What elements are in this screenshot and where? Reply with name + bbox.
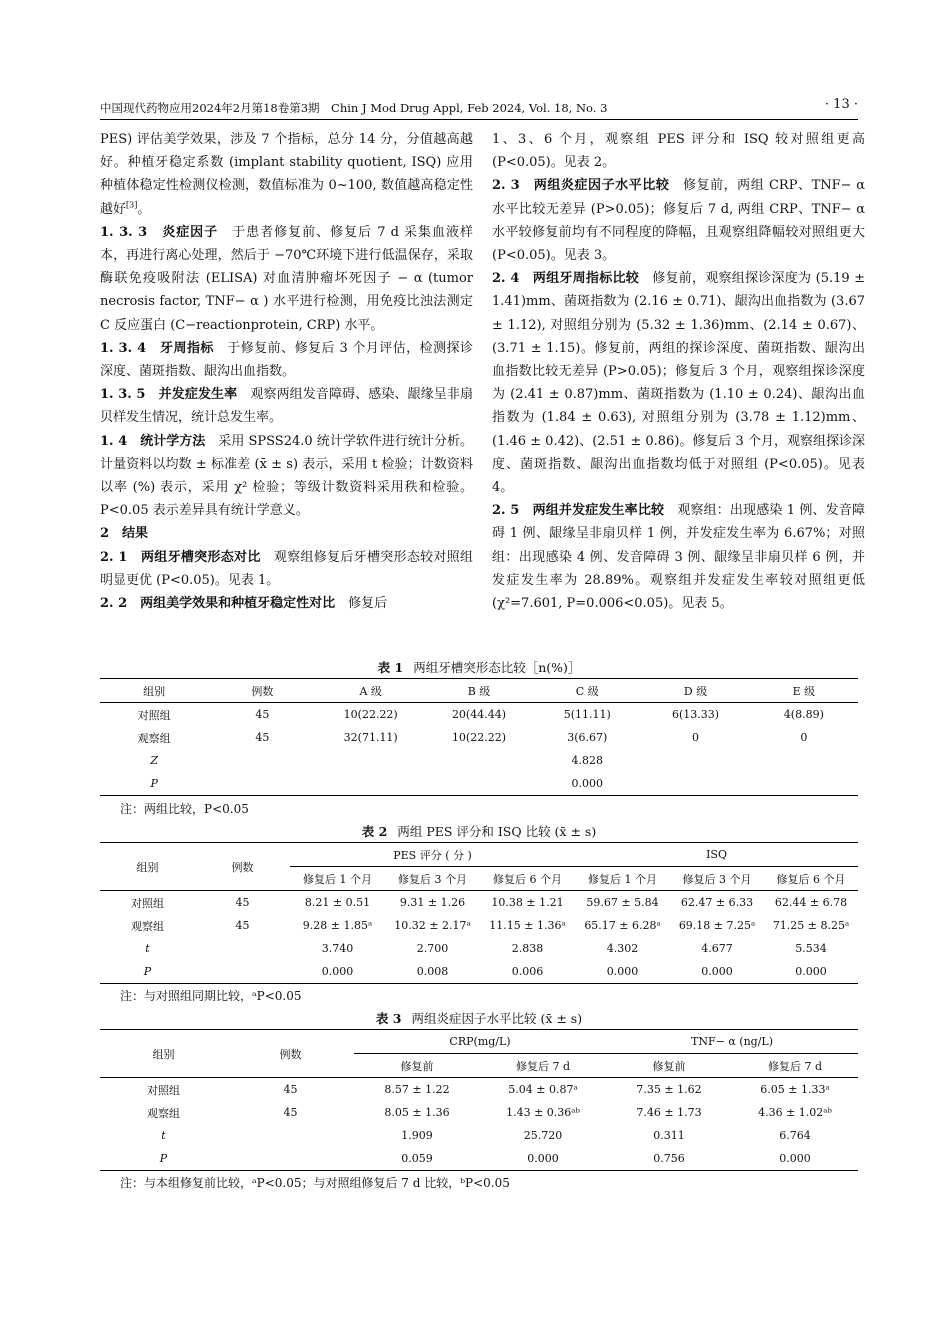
table-subheader: 修复后 1 个月 — [290, 867, 385, 891]
table-subheader: 修复前 — [354, 1054, 480, 1078]
table-header: D 级 — [641, 679, 749, 703]
table-header: A 级 — [317, 679, 425, 703]
reference-mark: [3] — [126, 200, 138, 210]
section-heading: 1. 4 统计学方法 — [100, 433, 206, 449]
table-header: 组别 — [100, 1030, 227, 1078]
table3-note: 注：与本组修复前比较，ᵃP<0.05；与对照组修复后 7 d 比较，ᵇP<0.05 — [120, 1176, 510, 1190]
table1-caption — [100, 658, 858, 676]
table-row: P 0.059 0.000 0.756 0.000 — [100, 1147, 858, 1171]
paragraph-pes-isq: PES) 评估美学效果，涉及 7 个指标，总分 14 分，分值越高越好。种植牙稳定系数 (implant stability quotient, ISQ) 应用种植体稳定性检测仪检测，数值标准为 0~100, 数值越高稳定性越好[3]。 — [100, 132, 473, 217]
section-heading: 2. 3 两组炎症因子水平比较 — [492, 178, 670, 194]
section-heading: 1. 3. 3 炎症因子 — [100, 224, 219, 240]
table-header: C 级 — [533, 679, 641, 703]
page-number: · 13 · — [824, 97, 858, 112]
table-title: 两组牙槽突形态比较［n(%)］ — [413, 660, 581, 675]
section-2-4: 2. 4 两组牙周指标比较 修复前，观察组探诊深度为 (5.19 ± 1.41)mm、菌斑指数为 (2.16 ± 0.71)、龈沟出血指数为 (3.67 ± 1.12), 对照组分别为 (5.32 ± 1.36)mm、(2.14 ± 0.67)、(3.71 ± 1.15)。修复前，两组的探诊深度、菌斑指数、龈沟出血指数比较无差异 (P>0.05)；修复后 3 个月，观察组探诊深度为 (2.41 ± 0.87)mm、菌斑指数为 (1.10 ± 0.24)、龈沟出血指数为 (1.84 ± 0.63), 对照组分别为 (3.78 ± 1.12)mm、(1.46 ± 0.42)、(2.51 ± 0.86)。修复后 3 个月，观察组探诊深度、菌斑指数、龈沟出血指数均低于对照组 (P<0.05)。见表 4。 — [492, 271, 865, 496]
section-heading: 1. 3. 5 并发症发生率 — [100, 387, 238, 403]
table-row: P 0.000 0.008 0.006 0.000 0.000 0.000 — [100, 960, 858, 984]
table-row: Z 4.828 — [150, 754, 604, 767]
table-header: 组别 — [100, 843, 195, 891]
section-heading: 2. 5 两组并发症发生率比较 — [492, 503, 665, 519]
section-2-1: 2. 1 两组牙槽突形态对比 观察组修复后牙槽突形态较对照组明显更优 (P<0.05)。见表 1。 — [100, 549, 473, 588]
section-2-3: 2. 3 两组炎症因子水平比较 修复前，两组 CRP、TNF− α 水平比较无差异 (P>0.05)；修复后 7 d, 两组 CRP、TNF− α 水平较修复前均有不同程度的降幅，且观察组降幅较对照组更大 (P<0.05)。见表 3。 — [492, 178, 865, 264]
table-row: 观察组 45 32(71.11) 10(22.22) 3(6.67) 0 0 — [137, 731, 808, 745]
table2-note: 注：与对照组同期比较，ᵃP<0.05 — [120, 989, 302, 1003]
section-heading: 2. 2 两组美学效果和种植牙稳定性对比 — [100, 596, 336, 612]
table-label: 表 3 — [375, 1011, 402, 1026]
table-row: 观察组 45 8.05 ± 1.36 1.43 ± 0.36ᵃᵇ 7.46 ± 1.73 4.36 ± 1.02ᵃᵇ — [147, 1106, 832, 1120]
table-header: 例数 — [208, 679, 316, 703]
section-2-2: 2. 2 两组美学效果和种植牙稳定性对比 修复后 — [100, 596, 388, 612]
section-2-2-continued: 1、3、6 个月，观察组 PES 评分和 ISQ 较对照组更高 (P<0.05)。见表 2。 — [492, 132, 865, 171]
table-header: B 级 — [425, 679, 533, 703]
table-subheader: 修复后 6 个月 — [764, 867, 858, 891]
table-subheader: 修复后 3 个月 — [385, 867, 480, 891]
table-header: CRP(mg/L) — [354, 1030, 606, 1054]
table-label: 表 2 — [361, 824, 388, 839]
table-subheader: 修复后 7 d — [480, 1054, 606, 1078]
table-title: 两组炎症因子水平比较 (x̄ ± s) — [411, 1011, 583, 1026]
table-header: 组别 — [100, 679, 208, 703]
table-row: 对照组 45 8.57 ± 1.22 5.04 ± 0.87ᵃ 7.35 ± 1.62 6.05 ± 1.33ᵃ — [147, 1083, 830, 1097]
section-2-5: 2. 5 两组并发症发生率比较 观察组：出现感染 1 例、发音障碍 1 例、龈缘呈非扇贝样 1 例，并发症发生率为 6.67%；对照组：出现感染 4 例、发音障碍 3 例、龈缘呈非扇贝样 6 例，并发症发生率为 28.89%。观察组并发症发生率较对照组更低 (χ²=7.601, P=0.006<0.05)。见表 5。 — [492, 503, 865, 612]
table-subheader: 修复前 — [606, 1054, 732, 1078]
section-1-3-5: 1. 3. 5 并发症发生率 观察两组发音障碍、感染、龈缘呈非扇贝样发生情况，统计总发生率。 — [100, 387, 473, 426]
table3 — [100, 1029, 858, 1171]
section-heading: 2. 1 两组牙槽突形态对比 — [100, 549, 261, 565]
table-row: 对照组 45 8.21 ± 0.51 9.31 ± 1.26 10.38 ± 1.21 59.67 ± 5.84 62.47 ± 6.33 62.44 ± 6.78 — [131, 896, 848, 910]
table-row: P 0.000 — [100, 772, 858, 796]
table-row: 观察组 45 9.28 ± 1.85ᵃ 10.32 ± 2.17ᵃ 11.15 ± 1.36ᵃ 65.17 ± 6.28ᵃ 69.18 ± 7.25ᵃ 71.25 ± 8.25ᵃ — [131, 919, 850, 933]
section-1-4: 1. 4 统计学方法 采用 SPSS24.0 统计学软件进行统计分析。计量资料以均数 ± 标准差 (x̄ ± s) 表示，采用 t 检验；计数资料以率 (%) 表示，采用 χ² 检验；等级计数资料采用秩和检验。P<0.05 表示差异具有统计学意义。 — [100, 433, 473, 519]
running-header — [100, 97, 858, 120]
table-header: PES 评分 ( 分 ) — [290, 843, 575, 867]
table-subheader: 修复后 1 个月 — [575, 867, 670, 891]
table-row: 对照组 45 10(22.22) 20(44.44) 5(11.11) 6(13.33) 4(8.89) — [137, 708, 824, 722]
journal-info: 中国现代药物应用2024年2月第18卷第3期 Chin J Mod Drug Appl, Feb 2024, Vol. 18, No. 3 — [100, 101, 608, 115]
table-row: t 1.909 25.720 0.311 6.764 — [161, 1129, 811, 1142]
table2-caption — [100, 822, 858, 840]
table1 — [100, 678, 858, 796]
table-title: 两组 PES 评分和 ISQ 比较 (x̄ ± s) — [397, 824, 597, 839]
section-heading: 2. 4 两组牙周指标比较 — [492, 271, 639, 287]
table-label: 表 1 — [377, 660, 404, 675]
table-row: t 3.740 2.700 2.838 4.302 4.677 5.534 — [145, 942, 827, 955]
section-heading: 1. 3. 4 牙周指标 — [100, 340, 214, 356]
right-column — [492, 128, 865, 615]
section-2-heading: 2 结果 — [100, 526, 149, 542]
table-header: TNF− α (ng/L) — [606, 1030, 858, 1054]
table-header: E 级 — [750, 679, 858, 703]
table-header: ISQ — [575, 843, 858, 867]
left-column — [100, 128, 473, 615]
table2 — [100, 842, 858, 984]
table-subheader: 修复后 6 个月 — [480, 867, 575, 891]
table-header: 例数 — [195, 843, 290, 891]
table-subheader: 修复后 3 个月 — [670, 867, 764, 891]
section-1-3-3: 1. 3. 3 炎症因子 于患者修复前、修复后 7 d 采集血液样本，再进行离心处理，然后于 −70℃环境下进行低温保存，采取酶联免疫吸附法 (ELISA) 对血清肿瘤坏死因子 − α (tumor necrosis factor, TNF− α ) 水平进行检测，用免疫比浊法测定 C 反应蛋白 (C−reactionprotein, CRP) 水平。 — [100, 224, 473, 333]
table-header: 例数 — [227, 1030, 354, 1078]
table3-caption — [100, 1009, 858, 1027]
table-subheader: 修复后 7 d — [732, 1054, 858, 1078]
section-1-3-4: 1. 3. 4 牙周指标 于修复前、修复后 3 个月评估，检测探诊深度、菌斑指数、龈沟出血指数。 — [100, 340, 473, 380]
table1-note: 注：两组比较，P<0.05 — [120, 802, 249, 816]
